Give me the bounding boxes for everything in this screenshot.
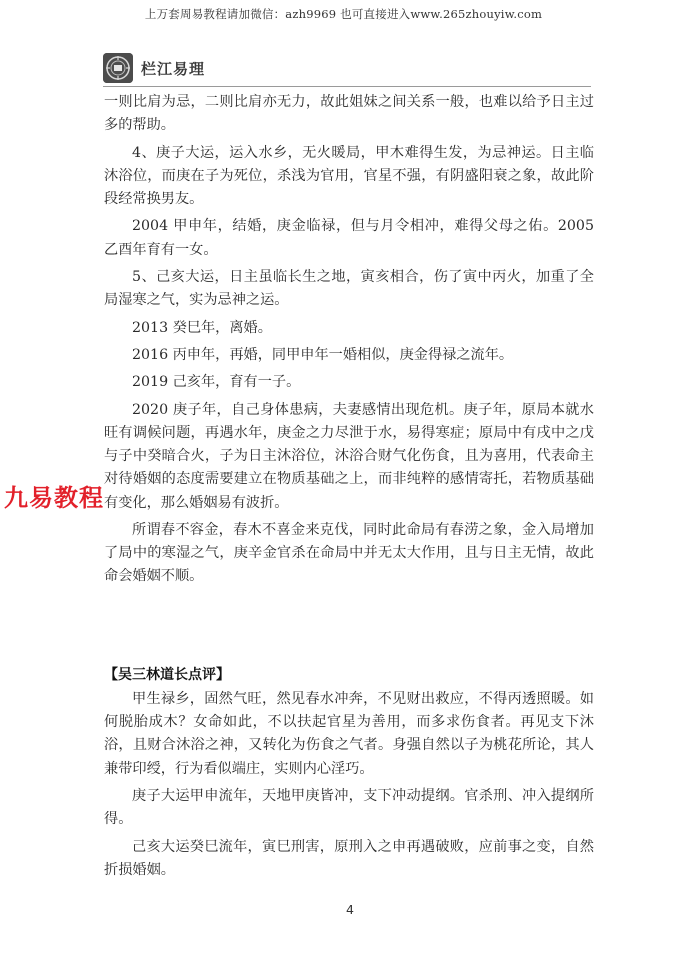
comment-paragraph: 甲生禄乡，固然气旺，然见春水冲奔，不见财出救应，不得丙透照暖。如何脱胎成木？女命如此，不以扶起官星为善用，而多求伤食者。再见支下沐浴，且财合沐浴之神，又转化为伤食之气者。身强自然以子为桃花所论，其人兼带印绶，行为看似端庄，实则内心淫巧。 [104,691,594,777]
main-text [104,91,594,593]
site-logo [103,52,205,84]
paragraph: 一则比肩为忌，二则比肩亦无力，故此姐妹之间关系一般，也难以给予日主过多的帮助。 [104,94,594,134]
logo-emblem-icon [103,53,133,83]
paragraph: 5、己亥大运，日主虽临长生之地，寅亥相合，伤了寅中丙火，加重了全局湿寒之气，实为忌神之运。 [104,268,594,309]
paragraph: 2004 甲申年，结婚，庚金临禄，但与月令相冲，难得父母之佑。2005 乙酉年育有一女。 [104,218,594,258]
comment-heading: 【吴三林道长点评】 [104,667,230,683]
paragraph: 4、庚子大运，运入水乡，无火暖局，甲木难得生发，为忌神运。日主临沐浴位，而庚在子为死位，杀浅为官用，官星不强，有阴盛阳衰之象，故此阶段经常换男友。 [104,144,594,207]
paragraph: 所谓春不容金，春木不喜金来克伐，同时此命局有春涝之象，金入局增加了局中的寒湿之气，庚辛金官杀在命局中并无太大作用，且与日主无情，故此命会婚姻不顺。 [104,521,594,585]
comment-section [104,688,594,886]
logo-title: 栏江易理 [141,59,206,78]
paragraph: 2019 己亥年，育有一子。 [132,374,301,391]
paragraph: 2016 丙申年，再婚，同甲申年一婚相似，庚金得禄之流年。 [132,346,514,363]
header-divider [103,86,591,87]
paragraph: 2020 庚子年，自己身体患病，夫妻感情出现危机。庚子年，原局本就水旺有调候问题，再遇水年，庚金之力尽泄于水，易得寒症；原局中有戌中之戊与子中癸暗合火，子为日主沐浴位，沐浴合财气化伤食，且为喜用，代表命主对待婚姻的态度需要建立在物质基础之上，而非纯粹的感情寄托，若物质基础有变化，那么婚姻易有波折。 [104,401,594,511]
watermark: 九易教程 [4,484,104,512]
comment-paragraph: 己亥大运癸巳流年，寅巳刑害，原刑入之申再遇破败，应前事之变，自然折损婚姻。 [104,838,594,878]
top-banner: 上万套周易教程请加微信：azh9969 也可直接进入www.265zhouyiw.com [144,7,543,21]
page-number: 4 [346,902,354,917]
comment-paragraph: 庚子大运甲申流年，天地甲庚皆冲，支下冲动提纲。官杀刑、冲入提纲所得。 [104,788,594,828]
paragraph: 2013 癸巳年，离婚。 [132,319,272,336]
